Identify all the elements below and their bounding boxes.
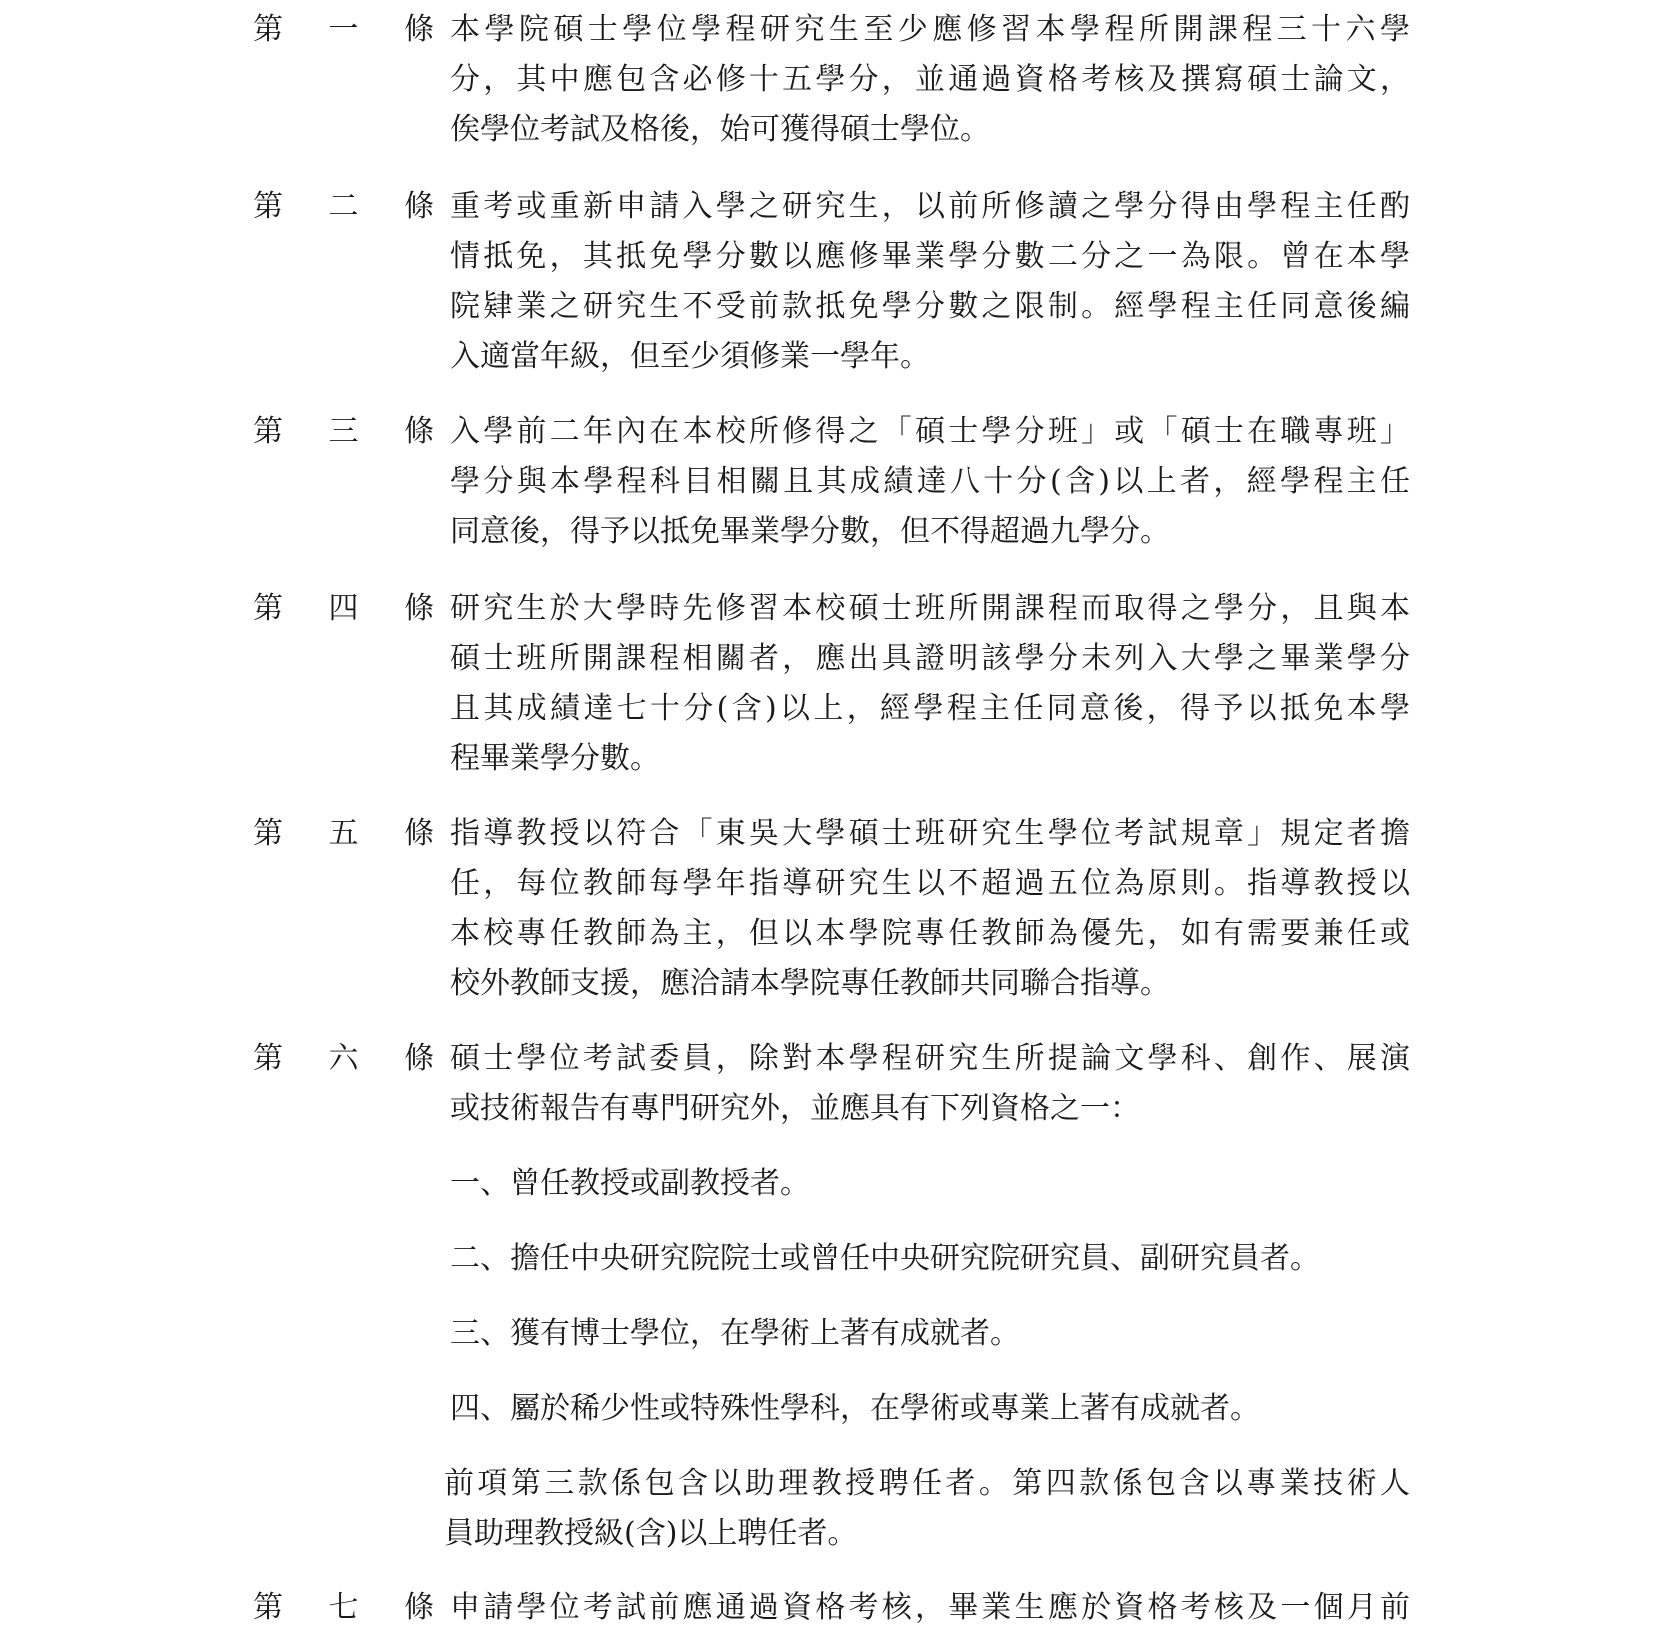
article-label: 第 四 條 [253,591,453,626]
article-text-line: 入學前二年內在本校所修得之「碩士學分班」或「碩士在職專班」 [450,414,1410,449]
article-text-line: 分，其中應包含必修十五學分，並通過資格考核及撰寫碩士論文， [450,62,1410,97]
article-text-line: 重考或重新申請入學之研究生，以前所修讀之學分得由學程主任酌 [450,189,1410,224]
article-text-line: 本學院碩士學位學程研究生至少應修習本學程所開課程三十六學 [450,12,1410,47]
article-text-line: 情抵免，其抵免學分數以應修畢業學分數二分之一為限。曾在本學 [450,239,1410,274]
article-text-line: 本校專任教師為主，但以本學院專任教師為優先，如有需要兼任或 [450,916,1410,951]
article-text-line: 入適當年級，但至少須修業一學年。 [450,339,930,374]
article-label: 第 二 條 [253,189,453,224]
article-text-line: 任，每位教師每學年指導研究生以不超過五位為原則。指導教授以 [450,866,1410,901]
article-text-line: 程畢業學分數。 [450,741,660,776]
article-label: 第 三 條 [253,414,453,449]
article-text-line: 校外教師支援，應洽請本學院專任教師共同聯合指導。 [450,966,1170,1001]
list-item: 一、曾任教授或副教授者。 [450,1166,810,1201]
article-text-line: 碩士班所開課程相關者，應出具證明該學分未列入大學之畢業學分 [450,641,1410,676]
article-text-line: 指導教授以符合「東吳大學碩士班研究生學位考試規章」規定者擔 [450,816,1410,851]
article-text-line: 學分與本學程科目相關且其成績達八十分(含)以上者，經學程主任 [450,464,1410,499]
article-label: 第 五 條 [253,816,453,851]
article-text-line: 俟學位考試及格後，始可獲得碩士學位。 [450,112,990,147]
article-text-line: 同意後，得予以抵免畢業學分數，但不得超過九學分。 [450,514,1170,549]
article-label: 第 六 條 [253,1041,453,1076]
list-item: 二、擔任中央研究院院士或曾任中央研究院研究員、副研究員者。 [450,1241,1320,1276]
article-label: 第 七 條 [253,1590,453,1625]
article-text-line: 院肄業之研究生不受前款抵免學分數之限制。經學程主任同意後編 [450,289,1410,324]
article-label: 第 一 條 [253,12,453,47]
article-text-line: 且其成績達七十分(含)以上，經學程主任同意後，得予以抵免本學 [450,691,1410,726]
list-item: 四、屬於稀少性或特殊性學科，在學術或專業上著有成就者。 [450,1391,1260,1426]
article-closing-line: 前項第三款係包含以助理教授聘任者。第四款係包含以專業技術人 [444,1466,1410,1501]
list-item: 三、獲有博士學位，在學術上著有成就者。 [450,1316,1020,1351]
article-text-line: 申請學位考試前應通過資格考核，畢業生應於資格考核及一個月前 [450,1590,1410,1625]
article-closing-line: 員助理教授級(含)以上聘任者。 [444,1516,858,1551]
article-text-line: 碩士學位考試委員，除對本學程研究生所提論文學科、創作、展演 [450,1041,1410,1076]
article-text-line: 或技術報告有專門研究外，並應具有下列資格之一： [450,1091,1140,1126]
article-text-line: 研究生於大學時先修習本校碩士班所開課程而取得之學分，且與本 [450,591,1410,626]
